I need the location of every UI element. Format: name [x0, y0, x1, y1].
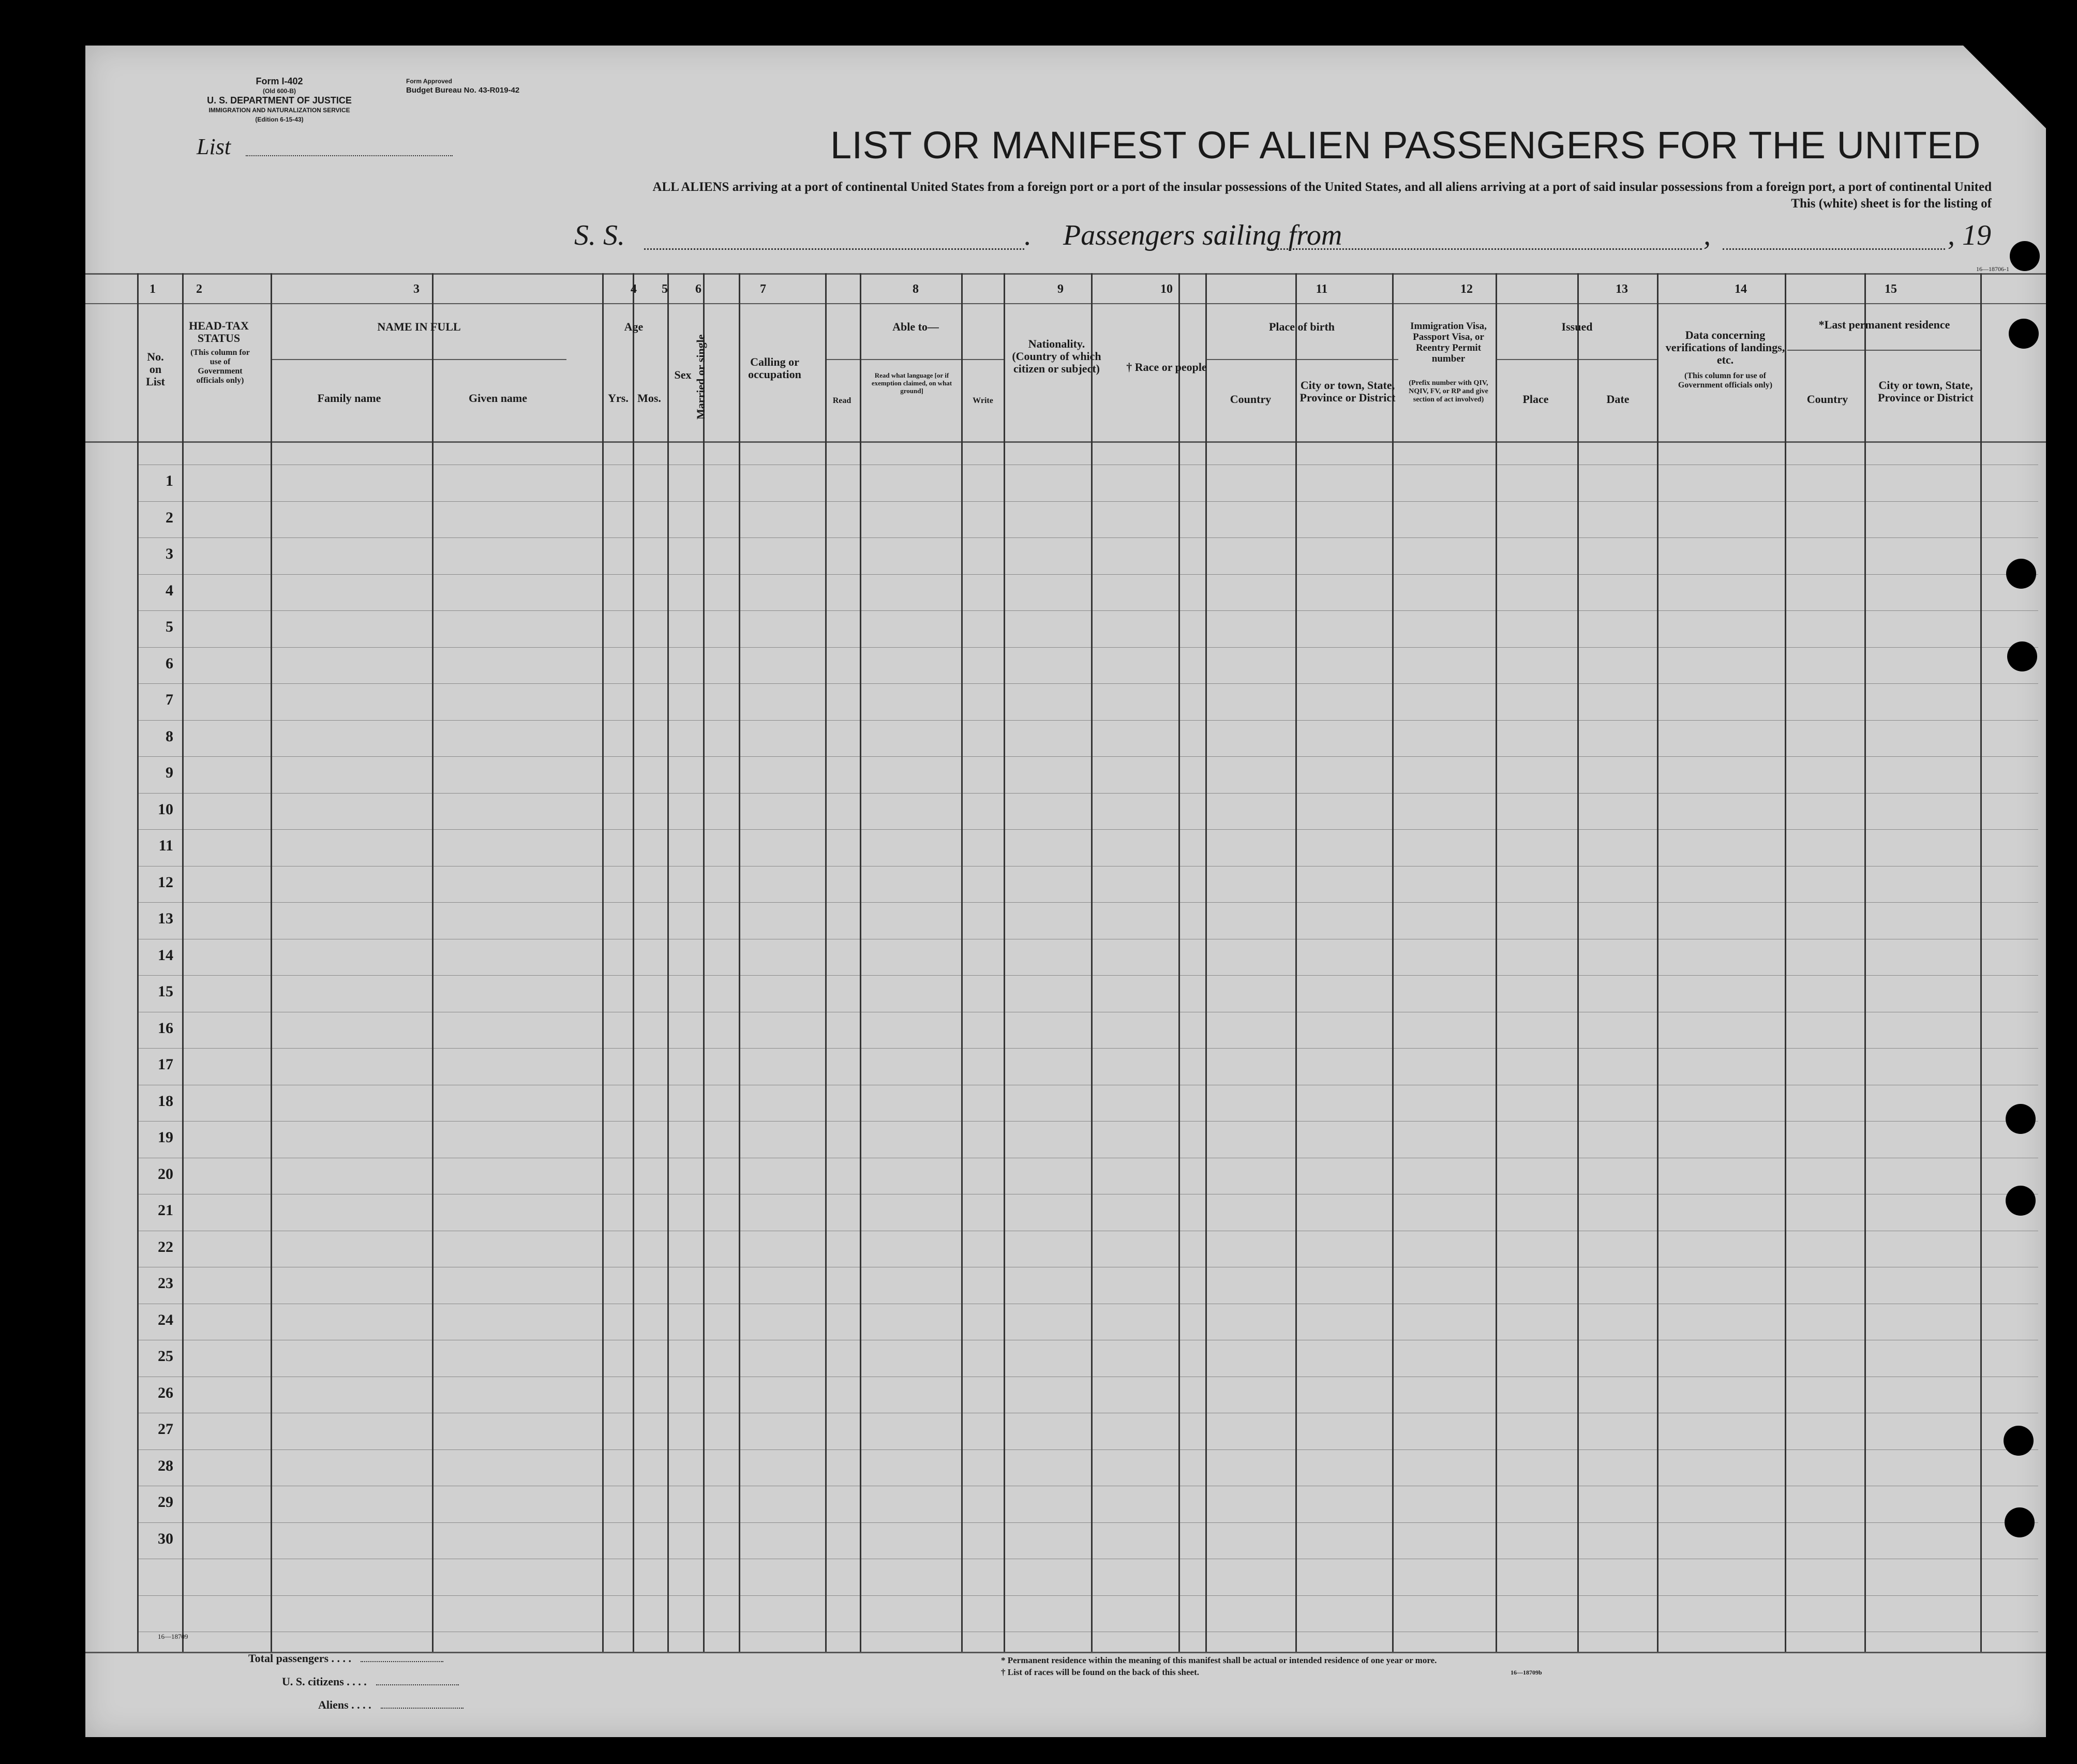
column-rule [633, 273, 634, 1652]
birth-subhead-rule [1205, 359, 1398, 360]
column-rule [1091, 273, 1093, 1652]
row-rule [137, 1449, 2038, 1450]
column-rule [1980, 273, 1982, 1652]
punch-hole [2006, 1186, 2036, 1216]
sailing-port-field[interactable] [1267, 248, 1702, 250]
department: U. S. DEPARTMENT OF JUSTICE [207, 95, 352, 106]
header-head-tax: HEAD-TAX STATUS [189, 319, 249, 345]
col-num-14: 14 [1735, 282, 1747, 296]
col-num-11: 11 [1316, 282, 1328, 296]
corner-code: 16—18706-1 [1976, 265, 2009, 273]
row-number: 6 [166, 654, 173, 672]
total-passengers-field[interactable] [361, 1661, 443, 1662]
manifest-table [85, 273, 2046, 1670]
row-rule [137, 647, 2038, 648]
column-rule [825, 273, 827, 1652]
row-number: 13 [158, 910, 173, 927]
header-last-residence: *Last permanent residence [1818, 318, 1950, 331]
column-rule [1496, 273, 1497, 1652]
page-title: LIST OR MANIFEST OF ALIEN PASSENGERS FOR THE UNITED [830, 124, 1981, 167]
row-rule [137, 902, 2038, 903]
row-number: 28 [158, 1457, 173, 1474]
row-number: 7 [166, 691, 173, 708]
aliens-row [318, 1698, 464, 1712]
row-rule [137, 683, 2038, 684]
header-age-mos: Mos. [637, 392, 661, 405]
residence-subhead-rule [1787, 350, 1981, 351]
header-residence-country: Country [1806, 393, 1848, 406]
header-age-yrs: Yrs. [608, 392, 629, 405]
ss-label: S. S. [574, 219, 625, 251]
header-nationality: Nationality. (Country of which citizen or subject) [1012, 337, 1101, 375]
header-place-of-birth: Place of birth [1268, 320, 1335, 333]
column-rule [1785, 273, 1786, 1652]
header-birth-city: City or town, State, Province or District [1299, 379, 1396, 404]
year-label: , 19 [1948, 219, 1991, 251]
row-rule [137, 1048, 2038, 1049]
punch-hole [2009, 319, 2039, 349]
col-num-15: 15 [1885, 282, 1897, 296]
col-num-8: 8 [913, 282, 919, 296]
header-issued-date: Date [1606, 393, 1630, 406]
row-number: 1 [166, 472, 173, 489]
col-num-13: 13 [1616, 282, 1628, 296]
row-number: 16 [158, 1019, 173, 1037]
row-number: 27 [158, 1421, 173, 1438]
col-num-12: 12 [1460, 282, 1473, 296]
row-number: 17 [158, 1056, 173, 1073]
header-race: † Race or people [1126, 361, 1207, 373]
row-number: 18 [158, 1092, 173, 1110]
col-num-6: 6 [695, 282, 701, 296]
row-number: 19 [158, 1129, 173, 1146]
col-num-4: 4 [631, 282, 637, 296]
column-rule [961, 273, 963, 1652]
row-rule [137, 574, 2038, 575]
us-citizens-field[interactable] [376, 1684, 459, 1685]
footnote-1: * Permanent residence within the meaning of this manifest shall be actual or intended residence of one year or more. [1001, 1655, 1437, 1665]
service: IMMIGRATION AND NATURALIZATION SERVICE [208, 107, 350, 114]
header-issued-place: Place [1522, 393, 1549, 406]
comma: , [1704, 219, 1711, 251]
approval-block [406, 77, 577, 95]
col-num-3: 3 [413, 282, 420, 296]
header-residence-city: City or town, State, Province or District [1878, 379, 1974, 404]
row-rule [137, 537, 2038, 538]
col-num-2: 2 [196, 282, 202, 296]
column-rule [1205, 273, 1207, 1652]
row-number: 30 [158, 1530, 173, 1547]
form-old-number: (Old 600-B) [262, 87, 296, 95]
folded-corner [1963, 46, 2046, 128]
us-citizens-label: U. S. citizens . . . . [282, 1675, 367, 1688]
punch-hole [2006, 1104, 2036, 1134]
sailing-label: Passengers sailing from [1063, 219, 1342, 251]
form-approved: Form Approved [406, 78, 452, 85]
row-number: 25 [158, 1348, 173, 1365]
row-number: 4 [166, 581, 173, 599]
list-label: List [197, 134, 231, 159]
col-num-5: 5 [662, 282, 668, 296]
row-number: 22 [158, 1238, 173, 1255]
column-rule [860, 273, 861, 1652]
row-rule [137, 793, 2038, 794]
row-rule [137, 720, 2038, 721]
col-num-10: 10 [1160, 282, 1173, 296]
able-subhead-rule [825, 359, 1004, 360]
form-id-block [186, 77, 372, 124]
row-number: 11 [158, 837, 173, 854]
row-rule [137, 610, 2038, 611]
row-rule [137, 756, 2038, 757]
footnote-2: † List of races will be found on the back of this sheet. [1001, 1667, 1199, 1677]
column-rule [739, 273, 740, 1652]
row-number: 15 [158, 983, 173, 1000]
row-number: 9 [166, 764, 173, 781]
form-number: Form I-402 [256, 76, 303, 86]
punch-hole [2006, 559, 2036, 589]
ss-end: . [1024, 219, 1032, 251]
total-passengers-row [248, 1652, 443, 1665]
total-passengers-label: Total passengers . . . . [248, 1652, 352, 1665]
col-num-1: 1 [150, 282, 156, 296]
budget-number: Budget Bureau No. 43-R019-42 [406, 86, 520, 95]
bottom-code: 16—18709 [158, 1633, 188, 1640]
column-rule [1577, 273, 1579, 1652]
header-no-on-list: No. on List [146, 350, 165, 388]
column-rule [1178, 273, 1180, 1652]
us-citizens-row [282, 1675, 459, 1688]
header-verifications: Data concerning verifications of landings, etc. [1665, 328, 1785, 366]
header-read: Read [832, 396, 851, 405]
row-number: 29 [158, 1493, 173, 1511]
row-number: 26 [158, 1384, 173, 1401]
header-able-to: Able to— [892, 320, 939, 333]
column-rule [1004, 273, 1005, 1652]
column-rule [1392, 273, 1394, 1652]
row-number: 2 [166, 509, 173, 526]
column-rule [1864, 273, 1866, 1652]
column-rule [667, 273, 669, 1652]
row-number: 20 [158, 1165, 173, 1183]
row-number: 23 [158, 1275, 173, 1292]
row-rule [137, 501, 2038, 502]
col-num-9: 9 [1057, 282, 1064, 296]
table-top-rule [85, 273, 2046, 275]
aliens-label: Aliens . . . . [318, 1698, 371, 1711]
row-number: 21 [158, 1202, 173, 1219]
header-birth-country: Country [1230, 393, 1272, 406]
header-bottom-rule [85, 441, 2046, 443]
col-number-rule [85, 303, 2046, 304]
column-rule [1295, 273, 1297, 1652]
intro-line-2: This (white) sheet is for the listing of [1791, 197, 1992, 211]
header-calling: Calling or occupation [748, 355, 801, 381]
header-visa: Immigration Visa, Passport Visa, or Reentry Permit number [1410, 321, 1487, 364]
column-rule [1657, 273, 1658, 1652]
header-sex: Sex [674, 368, 692, 381]
manifest-sheet [85, 46, 2046, 1737]
punch-hole [2004, 1426, 2034, 1456]
row-number: 3 [166, 545, 173, 562]
row-rule [137, 829, 2038, 830]
footnote-code: 16—18709b [1511, 1669, 1542, 1676]
list-field[interactable] [246, 155, 453, 156]
header-verifications-note: (This column for use of Government officials only) [1678, 371, 1773, 390]
column-rule [703, 273, 705, 1652]
column-rule [182, 273, 184, 1652]
row-rule [137, 1595, 2038, 1596]
row-number: 10 [158, 800, 173, 818]
row-number: 8 [166, 727, 173, 745]
punch-hole [2010, 241, 2040, 271]
header-read-language: Read what language [or if exemption claimed, on what ground] [871, 371, 952, 395]
punch-hole [2007, 641, 2037, 671]
ss-name-field[interactable] [644, 248, 1024, 250]
name-subhead-rule [272, 359, 566, 360]
row-rule [137, 975, 2038, 976]
sailing-date-field[interactable] [1723, 248, 1945, 250]
header-family-name: Family name [317, 392, 381, 405]
intro-line-1: ALL ALIENS arriving at a port of continental United States from a foreign port or a port of the insular possessions of the United States, and all aliens arriving at a port of said insular possessions from a foreign port, a port of continental United [652, 180, 1992, 194]
header-given-name: Given name [468, 392, 528, 405]
column-rule [602, 273, 604, 1652]
column-rule [271, 273, 272, 1652]
column-rule [432, 273, 434, 1652]
col-num-7: 7 [760, 282, 766, 296]
row-rule [137, 1121, 2038, 1122]
header-married: Married or single [694, 334, 707, 420]
row-number: 5 [166, 618, 173, 635]
intro-text [471, 179, 1992, 212]
header-age: Age [624, 320, 644, 333]
header-issued: Issued [1561, 320, 1593, 333]
row-number: 24 [158, 1311, 173, 1328]
header-name-in-full: NAME IN FULL [377, 320, 461, 333]
aliens-field[interactable] [381, 1708, 464, 1709]
header-visa-note: (Prefix number with QIV, NQIV, FV, or RP and give section of act involved) [1409, 379, 1488, 403]
punch-hole [2005, 1507, 2035, 1537]
row-number: 12 [158, 873, 173, 891]
edition: (Edition 6-15-43) [255, 116, 304, 123]
row-rule [137, 1522, 2038, 1523]
header-head-tax-note: (This column for use of Government officials only) [190, 348, 250, 385]
row-number: 14 [158, 946, 173, 964]
header-write: Write [973, 396, 993, 405]
